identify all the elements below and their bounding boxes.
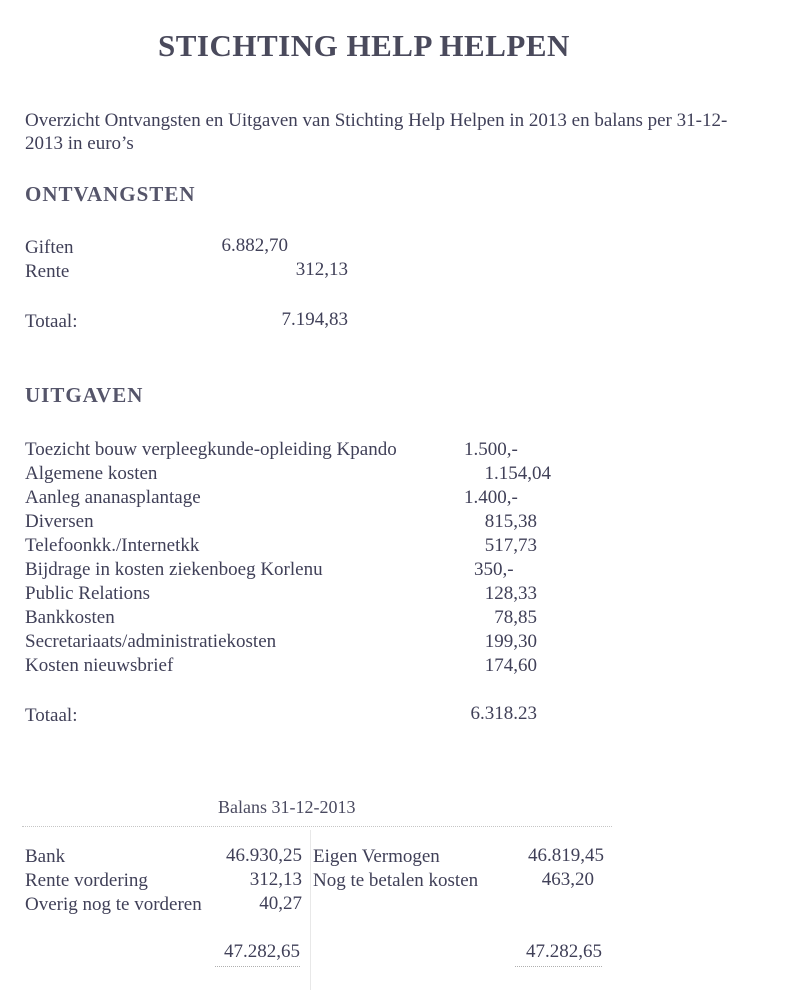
ontvangsten-label-giften: Giften — [25, 237, 74, 258]
balans-left-total-underline — [215, 966, 300, 967]
balans-left-total: 47.282,65 — [224, 941, 300, 962]
uitgaven-value: 174,60 — [484, 655, 537, 676]
balans-top-rule — [22, 826, 612, 827]
balans-divider — [310, 830, 311, 990]
balans-left-label: Overig nog te vorderen — [25, 894, 202, 915]
balans-left-label: Bank — [25, 846, 66, 867]
uitgaven-heading: UITGAVEN — [25, 383, 144, 407]
uitgaven-label: Aanleg ananasplantage — [25, 487, 201, 508]
uitgaven-label: Bijdrage in kosten ziekenboeg Korlenu — [25, 559, 323, 580]
uitgaven-label: Diversen — [25, 511, 94, 532]
ontvangsten-total-value: 7.194,83 — [281, 309, 348, 330]
balans-right-label: Nog te betalen kosten — [313, 870, 479, 891]
balans-right-total-underline — [515, 966, 602, 967]
uitgaven-total-value: 6.318.23 — [470, 703, 537, 724]
ontvangsten-value-giften: 6.882,70 — [221, 235, 288, 256]
uitgaven-label: Telefoonkk./Internetkk — [25, 535, 200, 556]
ontvangsten-label-rente: Rente — [25, 261, 70, 282]
balans-title: Balans 31-12-2013 — [218, 797, 356, 817]
uitgaven-value: 1.500,- — [464, 439, 518, 460]
uitgaven-value: 815,38 — [484, 511, 537, 532]
uitgaven-label: Toezicht bouw verpleegkunde-opleiding Kpando — [25, 439, 397, 460]
uitgaven-label: Secretariaats/administratiekosten — [25, 631, 277, 652]
balans-right-label: Eigen Vermogen — [313, 846, 440, 867]
uitgaven-value: 199,30 — [484, 631, 537, 652]
uitgaven-value: 1.400,- — [464, 487, 518, 508]
uitgaven-value: 78,85 — [494, 607, 537, 628]
uitgaven-value: 517,73 — [484, 535, 537, 556]
balans-left-value: 46.930,25 — [226, 845, 302, 866]
uitgaven-label: Bankkosten — [25, 607, 115, 628]
uitgaven-label: Algemene kosten — [25, 463, 158, 484]
ontvangsten-total-label: Totaal: — [25, 311, 78, 332]
uitgaven-value: 1.154,04 — [484, 463, 551, 484]
uitgaven-value: 350,- — [474, 559, 514, 580]
ontvangsten-value-rente: 312,13 — [295, 259, 348, 280]
uitgaven-value: 128,33 — [484, 583, 537, 604]
intro-text: Overzicht Ontvangsten en Uitgaven van Stichting Help Helpen in 2013 en balans per 31-12-2013 in euro’s — [25, 110, 728, 154]
balans-right-total: 47.282,65 — [526, 941, 602, 962]
balans-right-value: 46.819,45 — [528, 845, 604, 866]
uitgaven-label: Public Relations — [25, 583, 151, 604]
balans-left-label: Rente vordering — [25, 870, 148, 891]
uitgaven-label: Kosten nieuwsbrief — [25, 655, 174, 676]
balans-right-value: 463,20 — [541, 869, 594, 890]
document-title: STICHTING HELP HELPEN — [158, 28, 570, 63]
ontvangsten-heading: ONTVANGSTEN — [25, 182, 196, 206]
balans-left-value: 312,13 — [249, 869, 302, 890]
uitgaven-total-label: Totaal: — [25, 705, 78, 726]
balans-left-value: 40,27 — [259, 893, 302, 914]
